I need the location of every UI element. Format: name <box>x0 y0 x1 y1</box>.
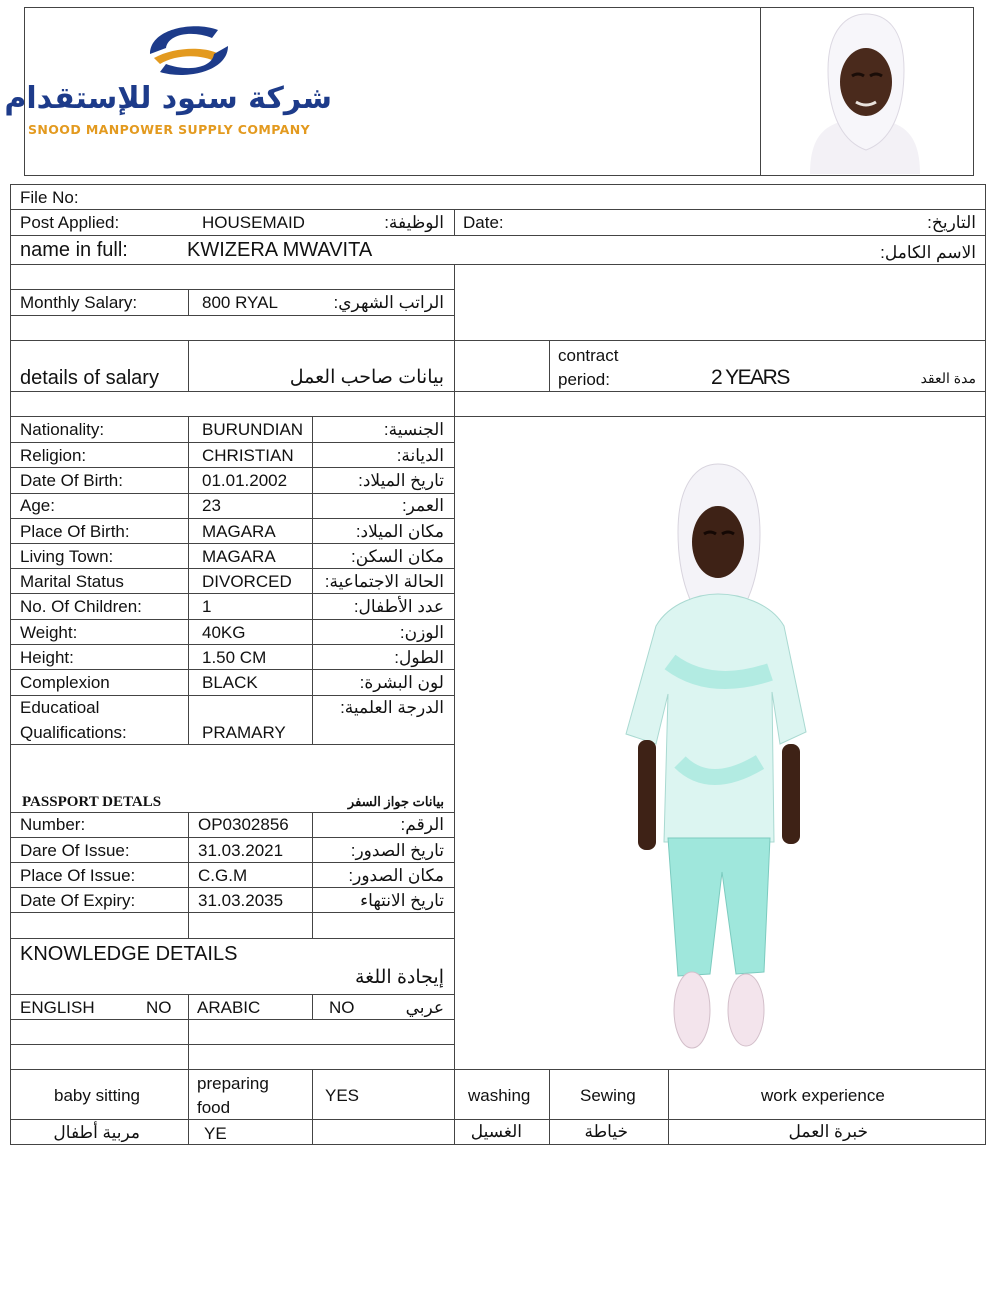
preparing-food-label-2: food <box>197 1098 231 1117</box>
contract-value: 2 YEARS <box>711 366 789 389</box>
work-experience-label: work experience <box>761 1086 885 1105</box>
passport-value: 31.03.2035 <box>198 891 284 910</box>
preparing-food-label-1: preparing <box>197 1074 269 1093</box>
passport-title: PASSPORT DETALS <box>22 794 162 810</box>
passport-title-ar: بيانات جواز السفر <box>347 794 444 809</box>
logo-mark-icon <box>140 16 240 86</box>
personal-value: 1 <box>202 597 212 616</box>
personal-value: 40KG <box>202 623 246 642</box>
personal-label-ar: مكان الميلاد: <box>355 522 444 541</box>
personal-value: MAGARA <box>202 547 276 566</box>
company-name-ar: شركة سنود للإستقدام <box>4 81 332 116</box>
sewing-label-ar: خياطة <box>584 1122 628 1141</box>
english-label: ENGLISH <box>20 998 95 1017</box>
contract-label-1: contract <box>558 346 619 365</box>
personal-label-ar: الديانة: <box>396 446 444 465</box>
knowledge-title-ar: إيجادة اللغة <box>354 967 444 988</box>
passport-label: Dare Of Issue: <box>20 841 130 860</box>
personal-label: Living Town: <box>20 547 114 566</box>
personal-label-ar: الوزن: <box>399 623 444 642</box>
post-applied-label: Post Applied: <box>20 213 120 232</box>
passport-value: C.G.M <box>198 866 248 885</box>
passport-label-ar: تاريخ الانتهاء <box>360 891 444 910</box>
baby-sitting-label-ar: مربية أطفال <box>53 1123 140 1142</box>
salary-label: Monthly Salary: <box>20 293 138 312</box>
education-value: PRAMARY <box>202 723 286 742</box>
personal-label: Weight: <box>20 623 78 642</box>
washing-label: washing <box>468 1086 531 1105</box>
personal-label-ar: الجنسية: <box>383 420 444 439</box>
personal-label: Height: <box>20 648 74 667</box>
personal-label-ar: الطول: <box>394 648 444 667</box>
education-label-2: Qualifications: <box>20 723 127 742</box>
passport-label-ar: الرقم: <box>400 815 444 834</box>
full-body-photo <box>610 462 820 1058</box>
baby-sitting-label: baby sitting <box>54 1086 140 1105</box>
personal-label-ar: العمر: <box>401 496 444 515</box>
portrait-photo <box>790 10 940 174</box>
company-name-en: SNOOD MANPOWER SUPPLY COMPANY <box>28 122 311 137</box>
personal-label: Complexion <box>20 673 110 692</box>
personal-label: Marital Status <box>20 572 124 591</box>
name-value: KWIZERA MWAVITA <box>187 239 373 261</box>
passport-label-ar: تاريخ الصدور: <box>350 841 444 860</box>
personal-value: 23 <box>202 496 221 515</box>
education-label-ar: الدرجة العلمية: <box>340 698 444 717</box>
personal-label-ar: تاريخ الميلاد: <box>358 471 444 490</box>
details-of-salary: details of salary <box>20 367 159 389</box>
personal-label: No. Of Children: <box>20 597 142 616</box>
contract-label-ar: مدة العقد <box>920 370 976 386</box>
personal-value: MAGARA <box>202 522 276 541</box>
personal-label-ar: الحالة الاجتماعية: <box>324 572 444 591</box>
passport-label: Place Of Issue: <box>20 866 136 885</box>
personal-label-ar: لون البشرة: <box>359 673 444 692</box>
english-value: NO <box>146 998 172 1017</box>
post-applied-label-ar: الوظيفة: <box>384 213 444 232</box>
arabic-label-ar: عربي <box>405 998 444 1017</box>
personal-label: Place Of Birth: <box>20 522 130 541</box>
passport-value: OP0302856 <box>198 815 289 834</box>
personal-value: CHRISTIAN <box>202 446 294 465</box>
work-experience-label-ar: خبرة العمل <box>788 1122 868 1141</box>
personal-value: DIVORCED <box>202 572 292 591</box>
post-applied-value: HOUSEMAID <box>202 213 305 232</box>
arabic-value: NO <box>329 998 355 1017</box>
personal-label-ar: مكان السكن: <box>350 547 444 566</box>
preparing-food-value: YES <box>325 1086 360 1105</box>
name-label: name in full: <box>20 239 128 261</box>
employer-details-ar: بيانات صاحب العمل <box>289 367 444 388</box>
personal-value: BLACK <box>202 673 258 692</box>
knowledge-title: KNOWLEDGE DETAILS <box>20 943 238 965</box>
personal-label-ar: عدد الأطفال: <box>353 597 444 616</box>
date-label: Date: <box>463 213 504 232</box>
personal-label: Age: <box>20 496 55 515</box>
company-logo <box>4 16 348 146</box>
passport-label: Date Of Expiry: <box>20 891 136 910</box>
passport-value: 31.03.2021 <box>198 841 284 860</box>
preparing-food-value-2: YE <box>204 1124 227 1143</box>
personal-value: BURUNDIAN <box>202 420 304 439</box>
education-label-1: Educatioal <box>20 698 100 717</box>
name-label-ar: الاسم الكامل: <box>880 243 976 262</box>
file-no-label: File No: <box>20 188 79 207</box>
arabic-label: ARABIC <box>197 998 261 1017</box>
date-label-ar: التاريخ: <box>927 213 976 232</box>
washing-label-ar: الغسيل <box>470 1122 522 1141</box>
personal-label: Nationality: <box>20 420 105 439</box>
personal-value: 01.01.2002 <box>202 471 288 490</box>
salary-label-ar: الراتب الشهري: <box>333 293 444 312</box>
sewing-label: Sewing <box>580 1086 636 1105</box>
personal-label: Date Of Birth: <box>20 471 123 490</box>
header-divider <box>760 7 761 175</box>
passport-label-ar: مكان الصدور: <box>348 866 444 885</box>
passport-label: Number: <box>20 815 86 834</box>
salary-value: 800 RYAL <box>202 293 278 312</box>
personal-value: 1.50 CM <box>202 648 267 667</box>
contract-label-2: period: <box>558 370 610 389</box>
personal-label: Religion: <box>20 446 87 465</box>
